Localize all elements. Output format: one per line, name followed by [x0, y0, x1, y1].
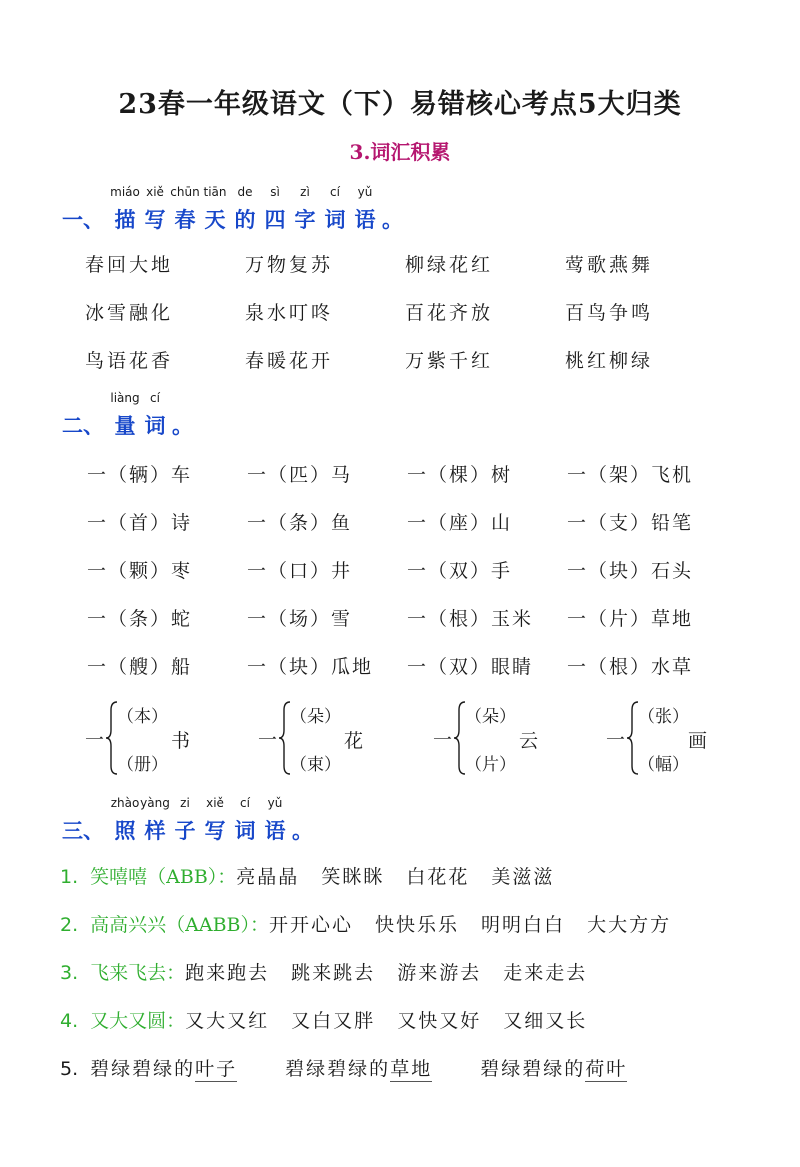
section-number: 一、	[62, 208, 104, 232]
heading-char: 语 yǔ	[354, 185, 376, 232]
example-word: 跑来跑去	[185, 962, 270, 984]
group-prefix: 一	[606, 729, 626, 751]
group-top-option: （张）	[638, 707, 689, 727]
example-row	[60, 910, 671, 937]
measure-word: 一（根）水草	[567, 656, 694, 678]
phrase-modifier: 碧绿碧绿的	[480, 1058, 586, 1080]
phrase-noun: 荷叶	[585, 1058, 628, 1080]
group-noun: 书	[171, 730, 191, 752]
pinyin: liàng	[110, 391, 140, 405]
measure-word: 一（辆）车	[87, 464, 193, 486]
heading-char: 的 de	[234, 185, 256, 232]
measure-word: 一（块）瓜地	[247, 656, 374, 678]
example-pattern: 笑嘻嘻（ABB）：	[90, 866, 237, 888]
measure-word-group	[258, 700, 398, 780]
measure-word-group	[433, 700, 573, 780]
group-prefix: 一	[258, 729, 278, 751]
heading-char: 天 tiān	[203, 185, 227, 232]
example-word: 游来游去	[397, 962, 482, 984]
example-row	[60, 1006, 587, 1033]
heading-char: 写 xiě	[144, 185, 166, 232]
group-top-option: （本）	[117, 707, 168, 727]
measure-word: 一（支）铅笔	[567, 512, 694, 534]
section2-heading	[62, 391, 193, 440]
example-row	[60, 958, 587, 985]
group-noun: 画	[688, 730, 708, 752]
heading-char: 子 zi	[174, 796, 196, 843]
spring-word: 泉水叮咚	[245, 302, 334, 324]
row-number: 4.	[60, 1010, 79, 1032]
heading-char: 四 sì	[264, 185, 286, 232]
heading-char: 量 liàng	[110, 391, 140, 438]
pinyin: chūn	[170, 185, 200, 199]
example-word: 走来走去	[503, 962, 588, 984]
pinyin: yǔ	[357, 185, 373, 199]
phrase	[285, 1058, 432, 1080]
measure-word: 一（双）手	[407, 560, 513, 582]
heading-punct: 。	[382, 208, 403, 232]
example-word: 开开心心	[269, 914, 354, 936]
pinyin: cí	[240, 796, 250, 810]
example-word: 又细又长	[503, 1010, 588, 1032]
example-row	[60, 862, 554, 889]
pinyin: xiě	[206, 796, 224, 810]
spring-word: 百鸟争鸣	[565, 302, 654, 324]
heading-char: 照 zhào	[110, 796, 140, 843]
section-number: 三、	[62, 819, 104, 843]
example-row	[60, 1054, 627, 1081]
pinyin: xiě	[146, 185, 164, 199]
phrase	[90, 1058, 237, 1082]
example-word: 跳来跳去	[291, 962, 376, 984]
heading-char: 字 zì	[294, 185, 316, 232]
measure-word: 一（颗）枣	[87, 560, 193, 582]
example-word: 白花花	[406, 866, 470, 888]
pinyin: zhào	[110, 796, 140, 810]
example-pattern: 高高兴兴（AABB）：	[90, 914, 270, 936]
heading-punct: 。	[172, 414, 193, 438]
measure-word: 一（条）鱼	[247, 512, 353, 534]
measure-word: 一（架）飞机	[567, 464, 694, 486]
measure-word: 一（场）雪	[247, 608, 353, 630]
section-number: 二、	[62, 414, 104, 438]
pinyin: sì	[270, 185, 280, 199]
spring-word: 百花齐放	[405, 302, 494, 324]
spring-word: 桃红柳绿	[565, 350, 654, 372]
measure-word: 一（座）山	[407, 512, 513, 534]
spring-word: 鸟语花香	[85, 350, 174, 372]
measure-word-group	[85, 700, 225, 780]
spring-word: 春回大地	[85, 254, 174, 276]
group-bottom-option: （束）	[290, 755, 341, 775]
phrase	[480, 1058, 627, 1080]
group-top-option: （朵）	[465, 707, 516, 727]
example-word: 又大又红	[185, 1010, 270, 1032]
measure-word: 一（棵）树	[407, 464, 513, 486]
group-noun: 云	[519, 730, 539, 752]
spring-word: 万紫千红	[405, 350, 494, 372]
measure-word-group	[606, 700, 746, 780]
heading-char: 样 yàng	[140, 796, 170, 843]
pinyin: cí	[150, 391, 160, 405]
group-prefix: 一	[85, 729, 105, 751]
row-number: 1.	[60, 866, 79, 888]
page-subtitle: 3.词汇积累	[349, 140, 451, 164]
pinyin: zi	[180, 796, 190, 810]
heading-char: 词 cí	[234, 796, 256, 843]
measure-word: 一（艘）船	[87, 656, 193, 678]
heading-char: 描 miáo	[110, 185, 140, 232]
pinyin: yǔ	[267, 796, 283, 810]
measure-word: 一（口）井	[247, 560, 353, 582]
pinyin: cí	[330, 185, 340, 199]
row-number: 3.	[60, 962, 79, 984]
example-pattern: 又大又圆：	[90, 1010, 186, 1032]
phrase-noun: 叶子	[195, 1058, 238, 1080]
measure-word: 一（双）眼睛	[407, 656, 534, 678]
heading-char: 词 cí	[324, 185, 346, 232]
heading-char: 写 xiě	[204, 796, 226, 843]
heading-punct: 。	[292, 819, 313, 843]
example-word: 又快又好	[397, 1010, 482, 1032]
heading-char: 春 chūn	[170, 185, 200, 232]
measure-word: 一（根）玉米	[407, 608, 534, 630]
pinyin: de	[237, 185, 253, 199]
heading-char: 语 yǔ	[264, 796, 286, 843]
example-word: 快快乐乐	[375, 914, 460, 936]
spring-word: 柳绿花红	[405, 254, 494, 276]
example-word: 美滋滋	[491, 866, 555, 888]
measure-word: 一（首）诗	[87, 512, 193, 534]
group-noun: 花	[344, 730, 364, 752]
spring-word: 万物复苏	[245, 254, 334, 276]
example-word: 笑眯眯	[321, 866, 385, 888]
example-word: 大大方方	[587, 914, 672, 936]
section3-heading	[62, 796, 313, 845]
example-word: 明明白白	[481, 914, 566, 936]
measure-word: 一（条）蛇	[87, 608, 193, 630]
spring-word: 冰雪融化	[85, 302, 174, 324]
pinyin: zì	[300, 185, 310, 199]
pinyin: tiān	[203, 185, 227, 199]
phrase-modifier: 碧绿碧绿的	[285, 1058, 391, 1080]
group-top-option: （朵）	[290, 707, 341, 727]
group-bottom-option: （幅）	[638, 755, 689, 775]
example-pattern: 飞来飞去：	[90, 962, 186, 984]
heading-char: 词 cí	[144, 391, 166, 438]
page-title: 23春一年级语文（下）易错核心考点5大归类	[118, 89, 682, 120]
section1-heading	[62, 185, 403, 234]
example-word: 亮晶晶	[236, 866, 300, 888]
pinyin: yàng	[140, 796, 170, 810]
measure-word: 一（块）石头	[567, 560, 694, 582]
group-prefix: 一	[433, 729, 453, 751]
row-number: 5.	[60, 1058, 79, 1080]
row-number: 2.	[60, 914, 79, 936]
group-bottom-option: （册）	[117, 755, 168, 775]
phrase-modifier: 碧绿碧绿的	[90, 1058, 196, 1080]
pinyin: miáo	[110, 185, 140, 199]
spring-word: 莺歌燕舞	[565, 254, 654, 276]
example-word: 又白又胖	[291, 1010, 376, 1032]
measure-word: 一（片）草地	[567, 608, 694, 630]
measure-word: 一（匹）马	[247, 464, 353, 486]
group-bottom-option: （片）	[465, 755, 516, 775]
spring-word: 春暖花开	[245, 350, 334, 372]
phrase-noun: 草地	[390, 1058, 433, 1080]
